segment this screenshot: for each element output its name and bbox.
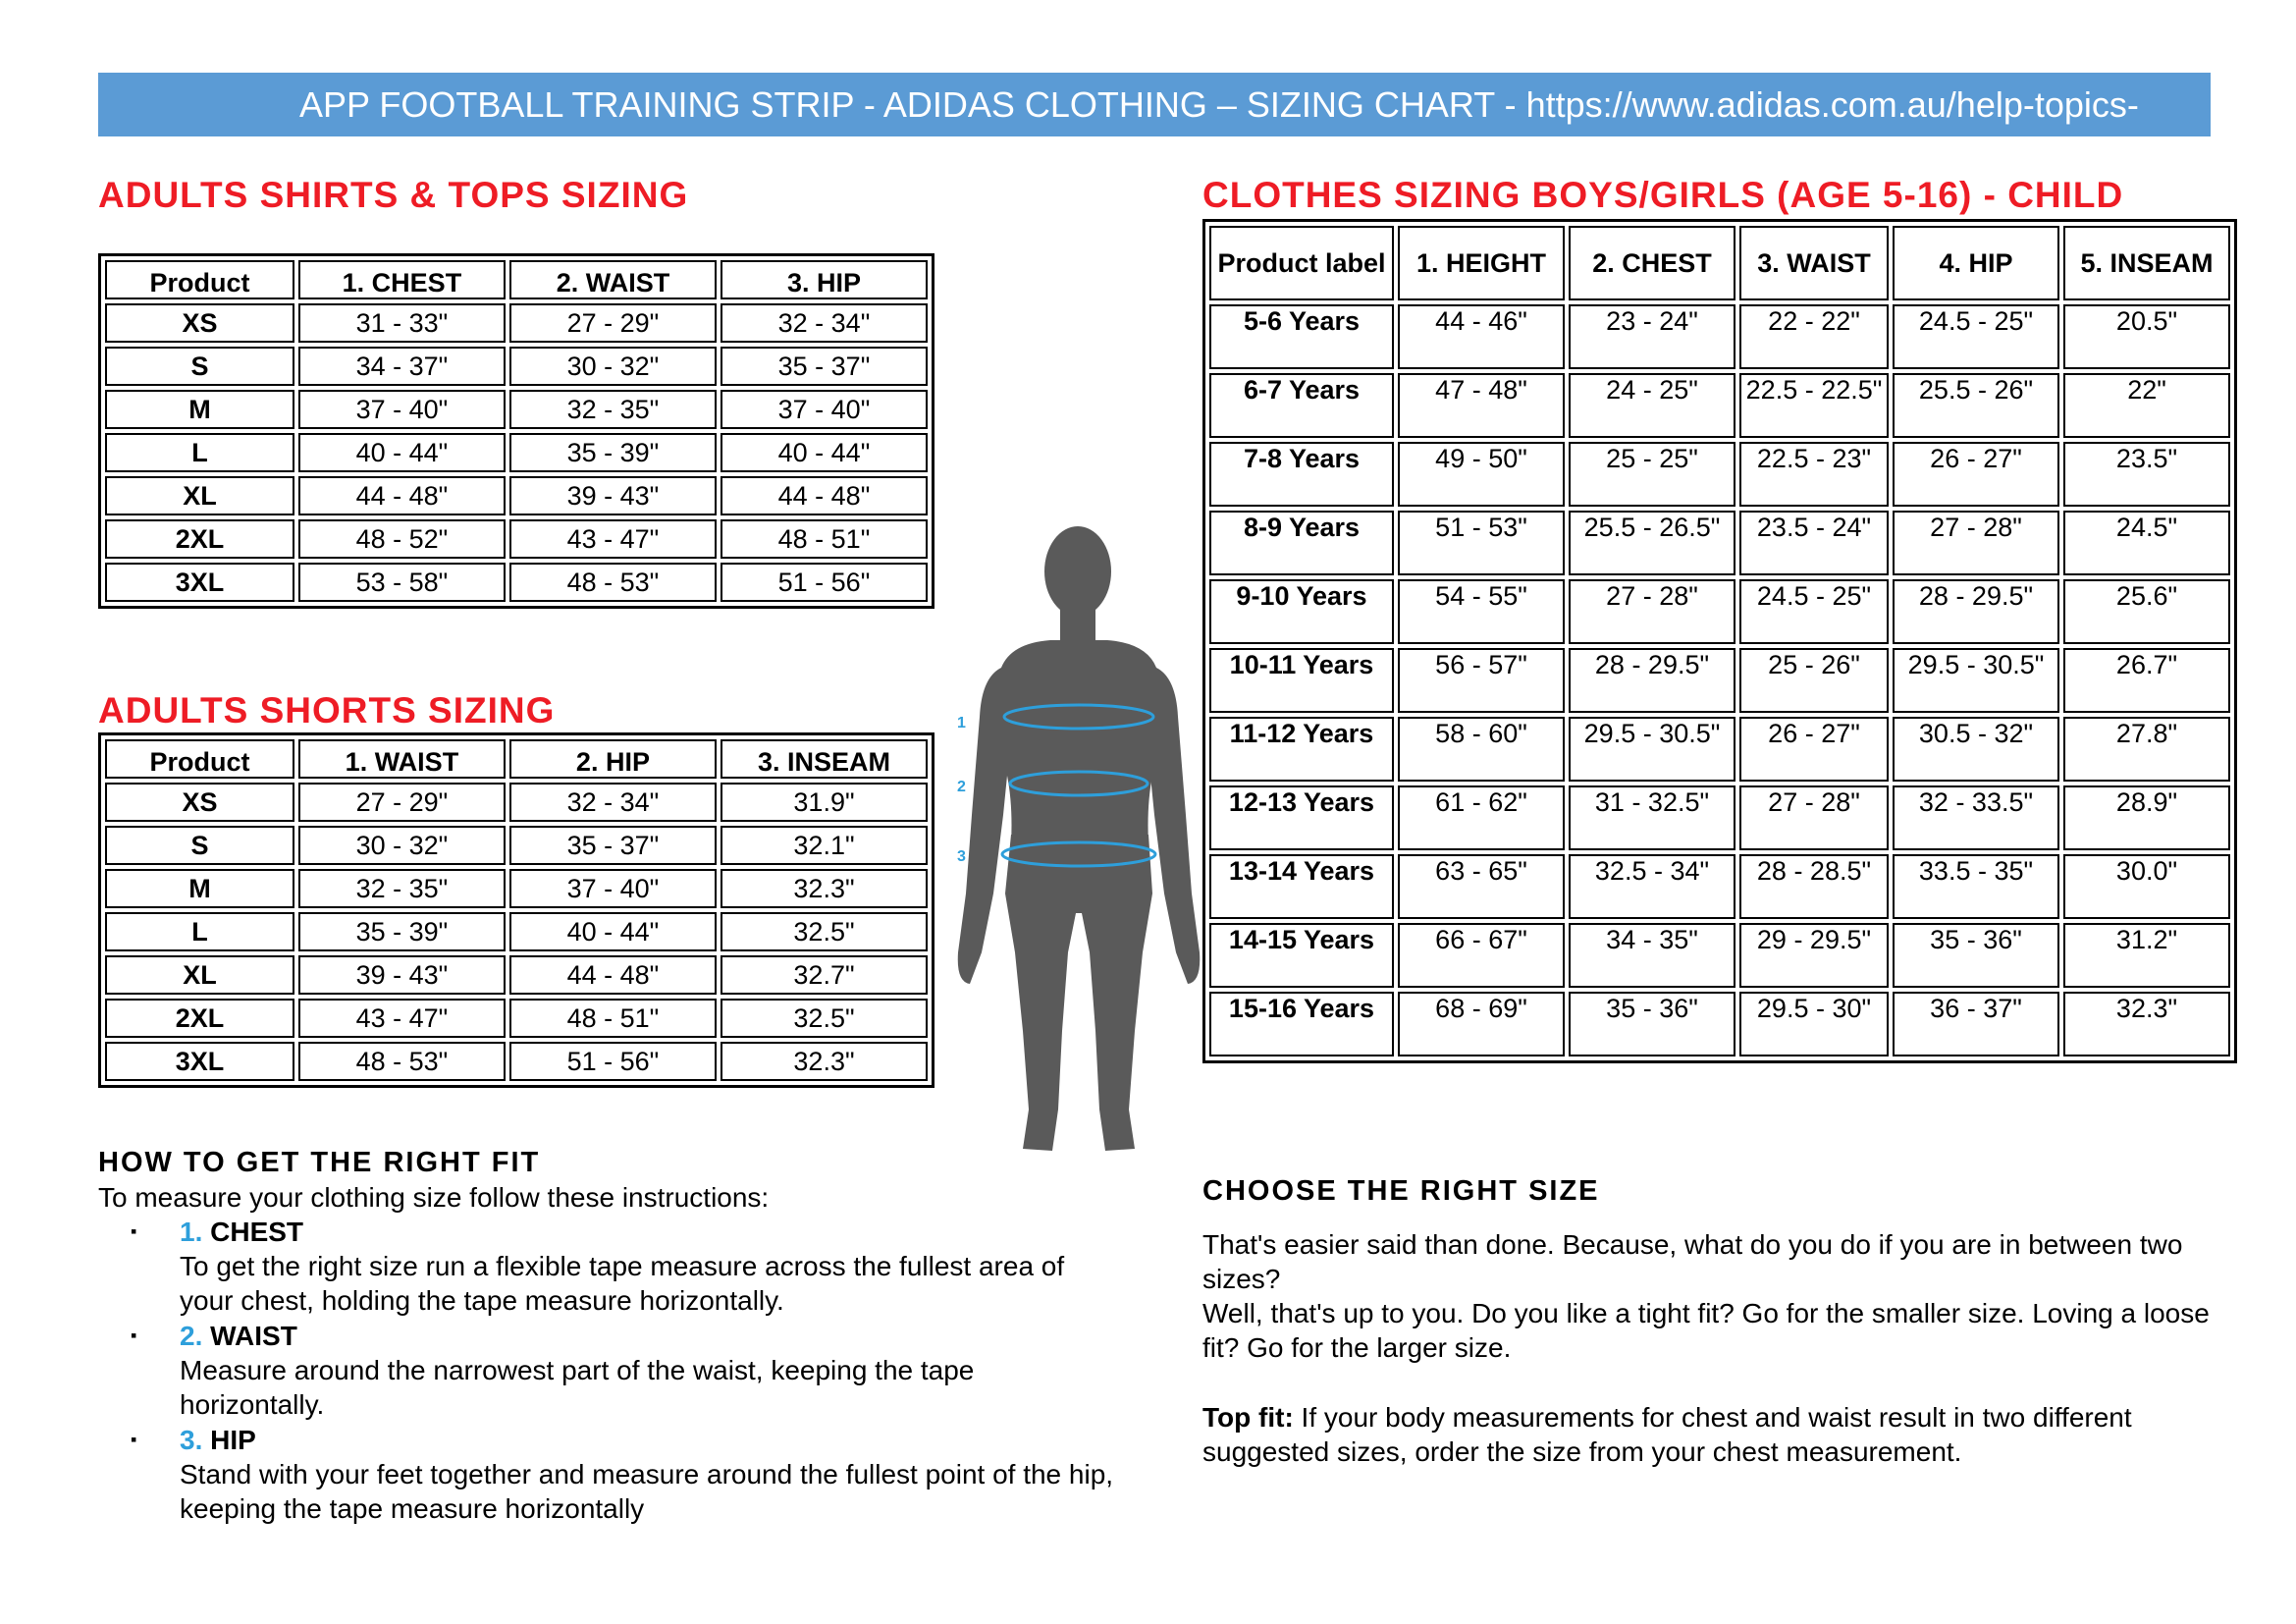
- header-cell: 1. HEIGHT: [1398, 226, 1565, 300]
- measurement-cell: 31.2": [2063, 923, 2230, 988]
- size-label-cell: 5-6 Years: [1209, 304, 1394, 369]
- header-cell: 3. INSEAM: [721, 739, 928, 779]
- measurement-cell: 61 - 62": [1398, 785, 1565, 850]
- shirts-title: ADULTS SHIRTS & TOPS SIZING: [98, 175, 689, 215]
- measurement-cell: 37 - 40": [721, 390, 928, 429]
- table-row: [1209, 511, 2230, 575]
- table-row: [1209, 992, 2230, 1056]
- table-row: [1209, 717, 2230, 782]
- measurement-cell: 56 - 57": [1398, 648, 1565, 713]
- size-label-cell: XL: [105, 955, 294, 995]
- measurement-cell: 24.5 - 25": [1893, 304, 2059, 369]
- measurement-cell: 51 - 53": [1398, 511, 1565, 575]
- measurement-cell: 36 - 37": [1893, 992, 2059, 1056]
- header-cell: 3. WAIST: [1739, 226, 1889, 300]
- measurement-cell: 49 - 50": [1398, 442, 1565, 507]
- table-row: [105, 826, 928, 865]
- measurement-cell: 30.0": [2063, 854, 2230, 919]
- measurement-cell: 39 - 43": [509, 476, 717, 515]
- fit-title: HOW TO GET THE RIGHT FIT: [98, 1147, 541, 1178]
- measurement-cell: 32.3": [721, 869, 928, 908]
- table-row: [105, 347, 928, 386]
- size-label-cell: 8-9 Years: [1209, 511, 1394, 575]
- measurement-cell: 32.5": [721, 999, 928, 1038]
- measurement-cell: 25 - 26": [1739, 648, 1889, 713]
- size-label-cell: L: [105, 433, 294, 472]
- measurement-cell: 48 - 51": [509, 999, 717, 1038]
- measurement-cell: 32.3": [2063, 992, 2230, 1056]
- table-row: [1209, 579, 2230, 644]
- measurement-cell: 40 - 44": [509, 912, 717, 951]
- size-label-cell: 7-8 Years: [1209, 442, 1394, 507]
- fit-item-text: Measure around the narrowest part of the waist, keeping the tape horizontally.: [180, 1355, 975, 1420]
- table-row: [105, 955, 928, 995]
- measurement-cell: 35 - 36": [1569, 992, 1735, 1056]
- fit-item-text: To get the right size run a flexible tape measure across the fullest area of your chest, holding the tape measure horizontally.: [180, 1251, 1065, 1316]
- measurement-cell: 27.8": [2063, 717, 2230, 782]
- table-row: [105, 1042, 928, 1081]
- measurement-cell: 32 - 34": [509, 783, 717, 822]
- measurement-cell: 33.5 - 35": [1893, 854, 2059, 919]
- size-label-cell: XL: [105, 476, 294, 515]
- measurement-cell: 27 - 29": [298, 783, 506, 822]
- measurement-cell: 26.7": [2063, 648, 2230, 713]
- choose-paragraph-2: Well, that's up to you. Do you like a tight fit? Go for the smaller size. Loving a loose fit? Go for the larger size.: [1202, 1298, 2210, 1363]
- header-cell: 2. CHEST: [1569, 226, 1735, 300]
- measurement-cell: 54 - 55": [1398, 579, 1565, 644]
- table-row: [1209, 648, 2230, 713]
- measurement-cell: 23.5 - 24": [1739, 511, 1889, 575]
- size-label-cell: 15-16 Years: [1209, 992, 1394, 1056]
- table-row: [1209, 854, 2230, 919]
- size-label-cell: 9-10 Years: [1209, 579, 1394, 644]
- measurement-cell: 28.9": [2063, 785, 2230, 850]
- measurement-cell: 24.5 - 25": [1739, 579, 1889, 644]
- topfit-label: Top fit:: [1202, 1402, 1294, 1433]
- measurement-cell: 35 - 37": [509, 826, 717, 865]
- header-cell: 3. HIP: [721, 260, 928, 299]
- measurement-cell: 66 - 67": [1398, 923, 1565, 988]
- measurement-cell: 22.5 - 23": [1739, 442, 1889, 507]
- size-label-cell: 11-12 Years: [1209, 717, 1394, 782]
- fit-item-label: WAIST: [210, 1321, 297, 1351]
- measurement-cell: 25.5 - 26": [1893, 373, 2059, 438]
- shorts-table: [98, 732, 934, 1088]
- fit-item-hip: [180, 1423, 1122, 1526]
- measurement-cell: 30 - 32": [298, 826, 506, 865]
- size-label-cell: 3XL: [105, 563, 294, 602]
- size-label-cell: XS: [105, 303, 294, 343]
- table-row: [1209, 923, 2230, 988]
- shorts-header-row: [105, 739, 928, 779]
- measurement-cell: 24 - 25": [1569, 373, 1735, 438]
- table-row: [105, 303, 928, 343]
- measurement-cell: 40 - 44": [721, 433, 928, 472]
- header-cell: 4. HIP: [1893, 226, 2059, 300]
- bullet-icon: ▪: [131, 1326, 137, 1345]
- shorts-body: [105, 783, 928, 1081]
- measurement-cell: 35 - 39": [509, 433, 717, 472]
- fit-item-label: HIP: [210, 1425, 256, 1455]
- measurement-cell: 35 - 37": [721, 347, 928, 386]
- measurement-cell: 37 - 40": [509, 869, 717, 908]
- measurement-cell: 28 - 29.5": [1893, 579, 2059, 644]
- size-label-cell: M: [105, 390, 294, 429]
- shirts-table: [98, 253, 934, 609]
- measurement-cell: 44 - 48": [298, 476, 506, 515]
- choose-title: CHOOSE THE RIGHT SIZE: [1202, 1175, 1600, 1207]
- table-row: [105, 433, 928, 472]
- size-label-cell: L: [105, 912, 294, 951]
- measurement-cell: 48 - 53": [298, 1042, 506, 1081]
- measurement-cell: 29 - 29.5": [1739, 923, 1889, 988]
- measurement-cell: 25 - 25": [1569, 442, 1735, 507]
- table-row: [1209, 785, 2230, 850]
- shirts-body: [105, 303, 928, 602]
- measurement-cell: 48 - 52": [298, 519, 506, 559]
- tape-label-1: 1: [957, 715, 966, 731]
- measurement-cell: 22.5 - 22.5": [1739, 373, 1889, 438]
- size-label-cell: 6-7 Years: [1209, 373, 1394, 438]
- measurement-cell: 30.5 - 32": [1893, 717, 2059, 782]
- header-cell: 5. INSEAM: [2063, 226, 2230, 300]
- measurement-cell: 40 - 44": [298, 433, 506, 472]
- table-row: [105, 563, 928, 602]
- measurement-cell: 37 - 40": [298, 390, 506, 429]
- fit-item-waist: [180, 1319, 1122, 1422]
- measurement-cell: 28 - 28.5": [1739, 854, 1889, 919]
- measurement-cell: 32.7": [721, 955, 928, 995]
- table-row: [105, 999, 928, 1038]
- measurement-cell: 34 - 37": [298, 347, 506, 386]
- measurement-cell: 32.5": [721, 912, 928, 951]
- measurement-cell: 47 - 48": [1398, 373, 1565, 438]
- measurement-cell: 27 - 28": [1893, 511, 2059, 575]
- measurement-cell: 51 - 56": [721, 563, 928, 602]
- size-label-cell: 13-14 Years: [1209, 854, 1394, 919]
- table-row: [105, 912, 928, 951]
- shirts-header-row: [105, 260, 928, 299]
- measurement-cell: 23 - 24": [1569, 304, 1735, 369]
- measurement-cell: 31.9": [721, 783, 928, 822]
- measurement-cell: 48 - 53": [509, 563, 717, 602]
- fit-item-label: CHEST: [210, 1217, 304, 1247]
- table-row: [1209, 304, 2230, 369]
- bullet-icon: ▪: [131, 1221, 137, 1241]
- measurement-cell: 27 - 28": [1739, 785, 1889, 850]
- size-label-cell: 3XL: [105, 1042, 294, 1081]
- body-silhouette-figure: [942, 520, 1217, 1178]
- measurement-cell: 20.5": [2063, 304, 2230, 369]
- measurement-cell: 32 - 35": [509, 390, 717, 429]
- measurement-cell: 68 - 69": [1398, 992, 1565, 1056]
- measurement-cell: 58 - 60": [1398, 717, 1565, 782]
- measurement-cell: 48 - 51": [721, 519, 928, 559]
- measurement-cell: 32.5 - 34": [1569, 854, 1735, 919]
- shorts-title: ADULTS SHORTS SIZING: [98, 690, 556, 731]
- header-cell: Product label: [1209, 226, 1394, 300]
- measurement-cell: 44 - 46": [1398, 304, 1565, 369]
- header-cell: 2. WAIST: [509, 260, 717, 299]
- fit-item-text: Stand with your feet together and measure around the fullest point of the hip, keeping the tape measure horizontally: [180, 1459, 1114, 1524]
- measurement-cell: 22 - 22": [1739, 304, 1889, 369]
- measurement-cell: 22": [2063, 373, 2230, 438]
- measurement-cell: 30 - 32": [509, 347, 717, 386]
- size-label-cell: 10-11 Years: [1209, 648, 1394, 713]
- size-label-cell: 2XL: [105, 999, 294, 1038]
- measurement-cell: 24.5": [2063, 511, 2230, 575]
- measurement-cell: 26 - 27": [1893, 442, 2059, 507]
- table-row: [105, 869, 928, 908]
- table-row: [105, 390, 928, 429]
- header-banner: APP FOOTBALL TRAINING STRIP - ADIDAS CLOTHING – SIZING CHART - https://www.adidas.com.au/help-topics-: [98, 73, 2211, 136]
- measurement-cell: 43 - 47": [298, 999, 506, 1038]
- header-cell: 2. HIP: [509, 739, 717, 779]
- size-label-cell: 2XL: [105, 519, 294, 559]
- size-label-cell: XS: [105, 783, 294, 822]
- body-silhouette-icon: [942, 520, 1217, 1178]
- header-cell: Product: [105, 739, 294, 779]
- measurement-cell: 35 - 36": [1893, 923, 2059, 988]
- size-label-cell: M: [105, 869, 294, 908]
- measurement-cell: 32 - 35": [298, 869, 506, 908]
- measurement-cell: 28 - 29.5": [1569, 648, 1735, 713]
- table-row: [105, 783, 928, 822]
- table-row: [105, 476, 928, 515]
- measurement-cell: 27 - 28": [1569, 579, 1735, 644]
- measurement-cell: 44 - 48": [509, 955, 717, 995]
- header-cell: 1. WAIST: [298, 739, 506, 779]
- measurement-cell: 32 - 33.5": [1893, 785, 2059, 850]
- measurement-cell: 29.5 - 30.5": [1893, 648, 2059, 713]
- measurement-cell: 44 - 48": [721, 476, 928, 515]
- tape-label-3: 3: [957, 848, 966, 865]
- measurement-cell: 27 - 29": [509, 303, 717, 343]
- bullet-icon: ▪: [131, 1430, 137, 1449]
- fit-item-chest: [180, 1215, 1122, 1318]
- child-body: [1209, 304, 2230, 1056]
- measurement-cell: 63 - 65": [1398, 854, 1565, 919]
- measurement-cell: 29.5 - 30": [1739, 992, 1889, 1056]
- fit-item-number: 1.: [180, 1217, 203, 1247]
- table-row: [1209, 442, 2230, 507]
- measurement-cell: 51 - 56": [509, 1042, 717, 1081]
- table-row: [1209, 373, 2230, 438]
- size-label-cell: S: [105, 347, 294, 386]
- topfit-text: If your body measurements for chest and waist result in two different suggested sizes, order the size from your chest measurement.: [1202, 1402, 2132, 1467]
- child-table: [1202, 219, 2237, 1063]
- tape-label-2: 2: [957, 779, 966, 795]
- measurement-cell: 32.3": [721, 1042, 928, 1081]
- measurement-cell: 53 - 58": [298, 563, 506, 602]
- header-cell: 1. CHEST: [298, 260, 506, 299]
- size-label-cell: S: [105, 826, 294, 865]
- measurement-cell: 25.6": [2063, 579, 2230, 644]
- measurement-cell: 32 - 34": [721, 303, 928, 343]
- size-label-cell: 14-15 Years: [1209, 923, 1394, 988]
- size-label-cell: 12-13 Years: [1209, 785, 1394, 850]
- measurement-cell: 32.1": [721, 826, 928, 865]
- measurement-cell: 31 - 32.5": [1569, 785, 1735, 850]
- fit-intro: To measure your clothing size follow these instructions:: [98, 1182, 770, 1213]
- measurement-cell: 39 - 43": [298, 955, 506, 995]
- header-cell: Product: [105, 260, 294, 299]
- measurement-cell: 35 - 39": [298, 912, 506, 951]
- child-title: CLOTHES SIZING BOYS/GIRLS (AGE 5-16) - CHILD: [1202, 175, 2124, 215]
- measurement-cell: 34 - 35": [1569, 923, 1735, 988]
- measurement-cell: 26 - 27": [1739, 717, 1889, 782]
- measurement-cell: 29.5 - 30.5": [1569, 717, 1735, 782]
- measurement-cell: 43 - 47": [509, 519, 717, 559]
- child-header-row: [1209, 226, 2230, 300]
- table-row: [105, 519, 928, 559]
- fit-item-number: 2.: [180, 1321, 203, 1351]
- choose-paragraph-1: That's easier said than done. Because, what do you do if you are in between two sizes?: [1202, 1229, 2183, 1294]
- choose-topfit: [1202, 1400, 2214, 1469]
- measurement-cell: 23.5": [2063, 442, 2230, 507]
- measurement-cell: 25.5 - 26.5": [1569, 511, 1735, 575]
- fit-item-number: 3.: [180, 1425, 203, 1455]
- measurement-cell: 31 - 33": [298, 303, 506, 343]
